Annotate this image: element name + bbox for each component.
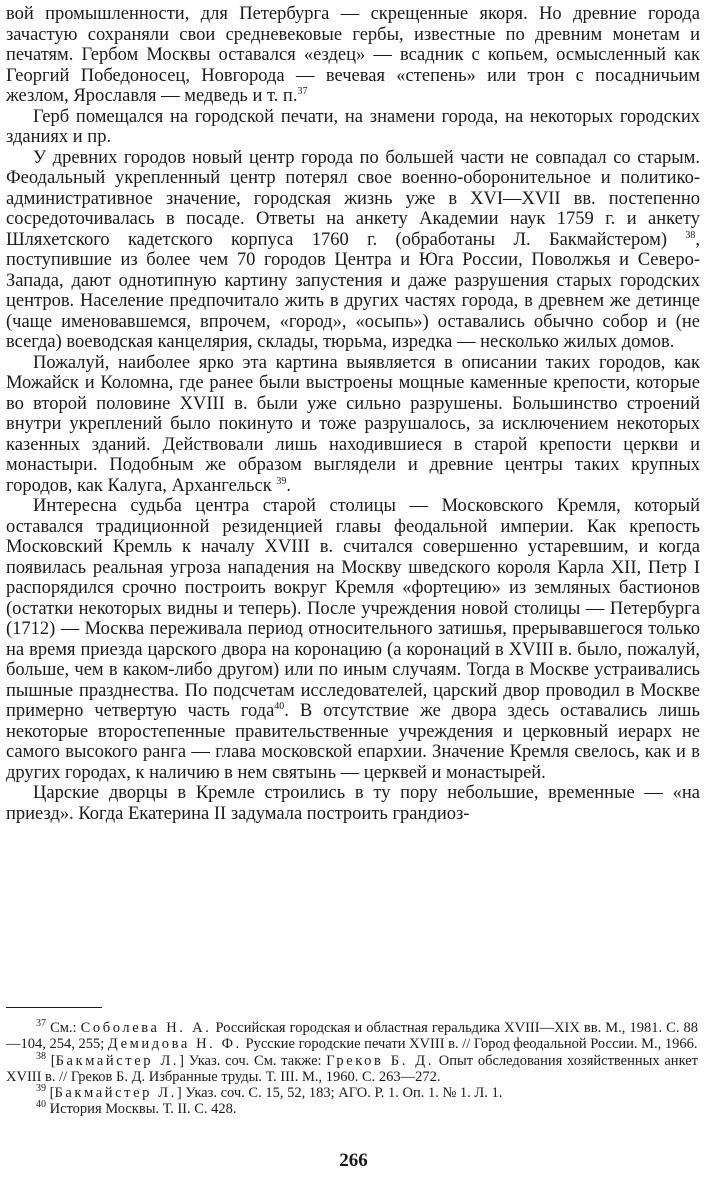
footnote-divider: [6, 1007, 102, 1008]
footnote-ref[interactable]: 37: [297, 85, 308, 97]
main-text: [6, 4, 700, 824]
footnotes: [6, 1020, 698, 1118]
page-number: 266: [339, 1150, 368, 1171]
footnote: $^{40}$ История Москвы. Т. II. С. 428.: [36, 1099, 237, 1118]
paragraph: Царские дворцы в Кремле строились в ту пору небольшие, временные — «на приезд». Когда Екатерина II задумала построить грандиоз-: [6, 783, 700, 824]
paragraph: Интересна судьба центра старой столицы — Московского Кремля, который оставался традиционной резиденцией главы феодальной империи. Как крепость Московский Кремль к началу XVIII в. считался совершенно устаревшим, и когда появилась реальная угроза нападения на Москву шведского короля Карла XII, Петр I распорядился срочно построить вокруг Кремля «фортецию» из земляных бастионов (остатки некоторых видны и теперь). После учреждения новой столицы — Петербурга (1712) — Москва переживала период относительного затишья, прерывавшегося только на время приезда царского двора на коронацию (а коронаций в XVIII в. было, пожалуй, больше, чем в каком-либо другом) или по иным случаям. Тогда в Москве устраивались пышные празднества. По подсчетам исследователей, царский двор проводил в Москве примерно четвертую часть года$^{40}$. В отсутствие же двора здесь оставались лишь некоторые второстепенные правительственные учреждения и церковный иерарх не самого высокого ранга — глава московской епархии. Значение Кремля свелось, как и в других городах, к наличию в нем святынь — церквей и монастырей.: [6, 496, 700, 783]
footnote: $^{38}$ [Бакмайстер Л.] Указ. соч. См. также: Греков Б. Д. Опыт обследования хозяйственных анкет XVIII в. // Греков Б. Д. Избранные труды. Т. III. М., 1960. С. 263—272.: [6, 1050, 699, 1085]
footnote-ref[interactable]: 39: [276, 475, 287, 487]
footnote-ref[interactable]: 40: [274, 700, 285, 712]
footnote: $^{37}$ См.: Соболева Н. А. Российская городская и областная геральдика XVIII—XIX вв. М., 1981. С. 88—104, 254, 255; Демидова Н. Ф. Русские городские печати XVIII в. // Город феодальной России. М., 1966.: [6, 1018, 699, 1053]
footnote-ref[interactable]: 38: [685, 229, 696, 241]
footnote: $^{39}$ [Бакмайстер Л.] Указ. соч. С. 15, 52, 183; АГО. Р. 1. Оп. 1. № 1. Л. 1.: [36, 1083, 503, 1102]
paragraph: Пожалуй, наиболее ярко эта картина выявляется в описании таких городов, как Можайск и Коломна, где ранее были выстроены мощные каменные крепости, которые во второй половине XVIII в. были уже сильно разрушены. Большинство строений внутри укреплений было покинуто и тоже разрушалось, за исключением некоторых казенных зданий. Действовали лишь находившиеся в старой крепости церкви и монастыри. Подобным же образом выглядели и древние центры таких крупных городов, как Калуга, Архангельск $^{39}$.: [6, 352, 700, 496]
paragraph: Герб помещался на городской печати, на знамени города, на некоторых городских зданиях и пр.: [6, 106, 700, 147]
paragraph: У древних городов новый центр города по большей части не совпадал со старым. Феодальный укрепленный центр потерял свое военно-оборонительное и политико-административное значение, городская жизнь уже в XVI—XVII вв. постепенно сосредоточивалась в посаде. Ответы на анкету Академии наук 1759 г. и анкету Шляхетского кадетского корпуса 1760 г. (обработаны Л. Бакмайстером) $^{38}$, поступившие из более чем 70 городов Центра и Юга России, Поволжья и Северо-Запада, дают однотипную картину запустения и даже разрушения старых городских центров. Население предпочитало жить в других частях города, в древнем же детинце (чаще именовавшемся, впрочем, «город», «осыпь») оставались обычно собор и (не всегда) воеводская канцелярия, склады, тюрьма, изредка — несколько жилых домов.: [6, 147, 700, 352]
paragraph: вой промышленности, для Петербурга — скрещенные якоря. Но древние города зачастую сохраняли свои средневековые гербы, известные по древним монетам и печатям. Гербом Москвы оставался «ездец» — всадник с копьем, осмысленный как Георгий Победоносец, Новгорода — вечевая «степень» или трон с посадничьим жезлом, Ярославля — медведь и т. п.$^{37}$: [6, 4, 700, 106]
